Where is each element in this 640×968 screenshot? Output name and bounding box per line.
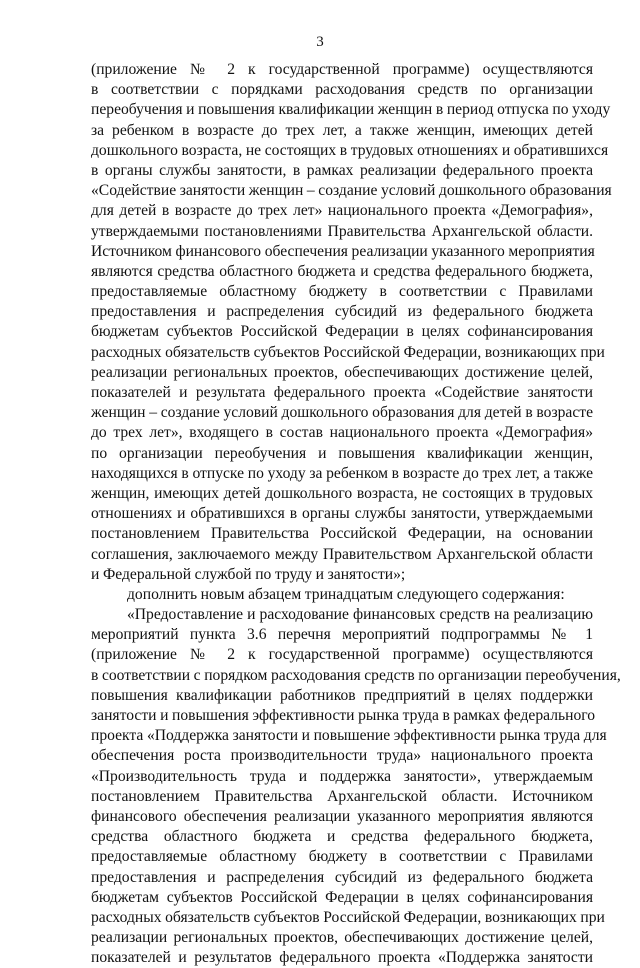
text-line: повышения квалификации работников предприятий в целях поддержки — [91, 686, 593, 704]
text-line: находящихся в отпуске по уходу за ребенком в возрасте до трех лет, а также — [91, 464, 593, 482]
text-line: отношениях и обратившихся в органы службы занятости, утверждаемыми — [91, 505, 593, 523]
text-line: предоставляемые областному бюджету в соответствии с Правилами — [91, 848, 593, 866]
body-text — [91, 60, 621, 968]
text-line: мероприятий пункта 3.6 перечня мероприятий подпрограммы № 1 — [91, 626, 593, 644]
text-line: бюджетам субъектов Российской Федерации в целях софинансирования — [91, 888, 593, 906]
paragraph-first-line: «Предоставление и расходование финансовых средств на реализацию — [127, 606, 593, 624]
text-line: «Производительность труда и поддержка занятости», утверждаемым — [91, 767, 593, 785]
text-line: до трех лет», входящего в состав национального проекта «Демография» — [91, 424, 593, 442]
text-line: реализации региональных проектов, обеспечивающих достижение целей, — [91, 363, 593, 381]
paragraph-first-line: дополнить новым абзацем тринадцатым следующего содержания: — [127, 585, 565, 603]
text-line: обеспечения роста производительности труда» национального проекта — [91, 747, 593, 765]
text-line: расходных обязательств субъектов Российской Федерации, возникающих при — [91, 908, 605, 926]
text-line: «Содействие занятости женщин – создание условий дошкольного образования — [91, 182, 612, 200]
text-line: по организации переобучения и повышения квалификации женщин, — [91, 444, 593, 462]
text-line: в соответствии с порядками расходования средств по организации — [91, 81, 593, 99]
text-line: постановлением Правительства Архангельской области. Источником — [91, 787, 593, 805]
page-number: 3 — [316, 34, 324, 50]
text-line: переобучения и повышения квалификации женщин в период отпуска по уходу — [91, 101, 611, 119]
text-line: дошкольного возраста, не состоящих в трудовых отношениях и обратившихся — [91, 141, 609, 159]
text-line: женщин, имеющих детей дошкольного возраста, не состоящих в трудовых — [91, 484, 593, 502]
text-line: показателей и результатов федерального проекта «Поддержка занятости — [91, 949, 593, 967]
text-line: расходных обязательств субъектов Российской Федерации, возникающих при — [91, 343, 605, 361]
text-line: и Федеральной службой по труду и занятости»; — [91, 565, 406, 583]
text-line: (приложение № 2 к государственной программе) осуществляются — [91, 61, 593, 78]
text-line: предоставляемые областному бюджету в соответствии с Правилами — [91, 283, 593, 301]
text-line: предоставления и распределения субсидий из федерального бюджета — [91, 868, 593, 886]
text-line: занятости и повышения эффективности рынка труда в рамках федерального — [91, 707, 596, 724]
text-line: предоставления и распределения субсидий из федерального бюджета — [91, 303, 593, 321]
text-line: реализации региональных проектов, обеспечивающих достижение целей, — [91, 929, 593, 947]
text-line: утверждаемыми постановлениями Правительства Архангельской области. — [91, 222, 593, 240]
text-line: в органы службы занятости, в рамках реализации федерального проекта — [91, 161, 593, 179]
text-line: Источником финансового обеспечения реализации указанного мероприятия — [91, 242, 595, 260]
text-line: средства областного бюджета и средства федерального бюджета, — [91, 828, 593, 846]
text-line: бюджетам субъектов Российской Федерации в целях софинансирования — [91, 323, 593, 341]
text-line: женщин – создание условий дошкольного образования для детей в возрасте — [91, 404, 593, 422]
text-line: финансового обеспечения реализации указанного мероприятия являются — [91, 807, 593, 825]
text-line: для детей в возрасте до трех лет» национального проекта «Демография», — [91, 202, 593, 220]
text-line: постановлением Правительства Российской Федерации, на основании — [91, 525, 593, 543]
text-line: являются средства областного бюджета и средства федерального бюджета, — [91, 262, 593, 280]
text-line: соглашения, заключаемого между Правительством Архангельской области — [91, 545, 593, 563]
text-line: показателей и результата федерального проекта «Содействие занятости — [91, 384, 593, 401]
text-line: (приложение № 2 к государственной программе) осуществляются — [91, 646, 593, 664]
text-line: за ребенком в возрасте до трех лет, а также женщин, имеющих детей — [91, 121, 593, 139]
text-line: в соответствии с порядком расходования средств по организации переобучения, — [91, 666, 621, 684]
text-line: проекта «Поддержка занятости и повышение эффективности рынка труда для — [91, 727, 607, 745]
